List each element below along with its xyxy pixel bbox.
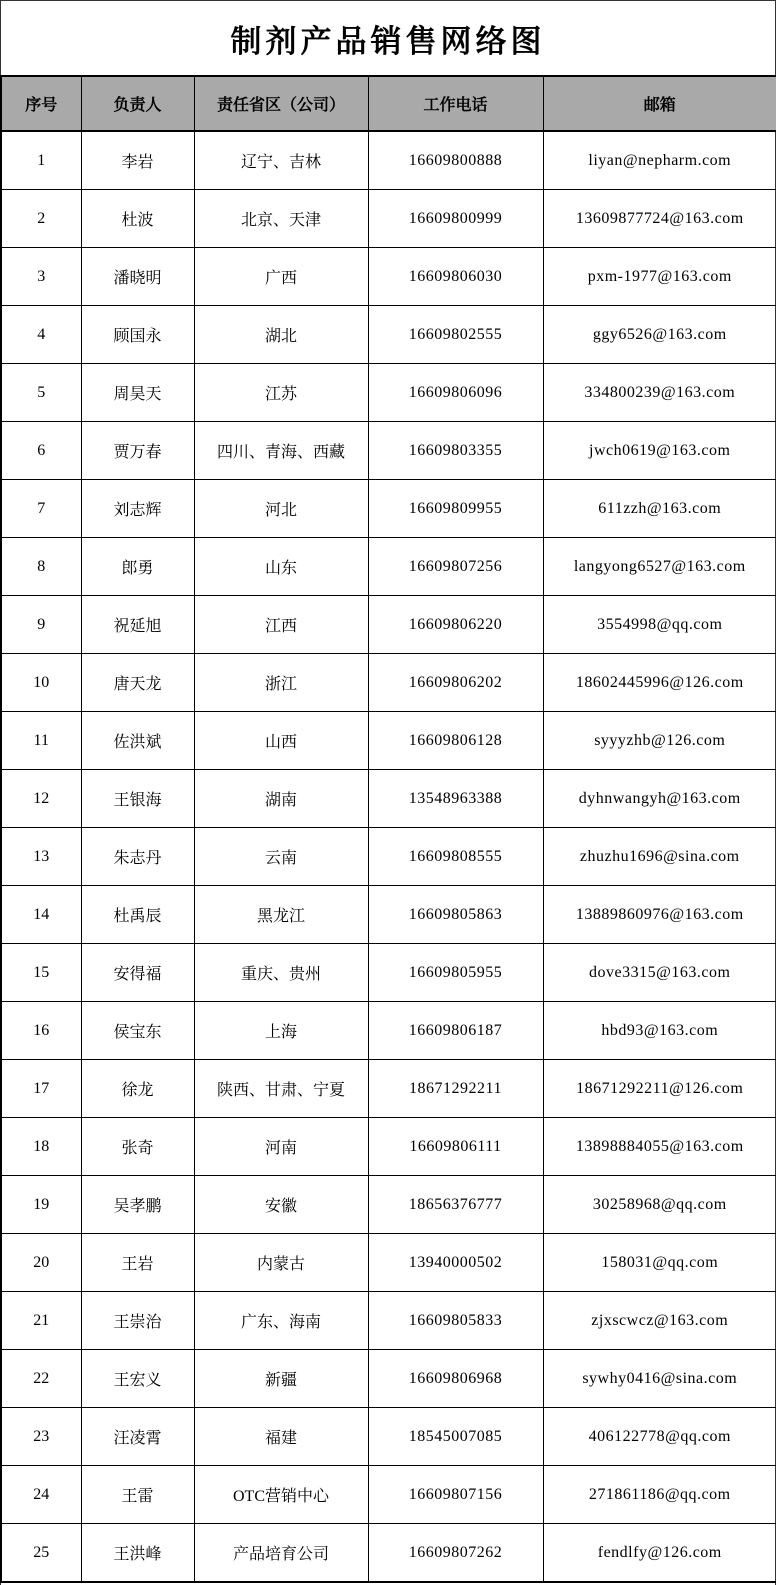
cell-index: 10 — [1, 654, 81, 712]
cell-region: 重庆、贵州 — [194, 944, 368, 1002]
table-row — [1, 944, 776, 1002]
cell-phone: 18671292211 — [368, 1060, 543, 1118]
cell-region: 浙江 — [194, 654, 368, 712]
cell-owner-name: 郎勇 — [81, 538, 194, 596]
col-header-owner: 负责人 — [81, 76, 194, 131]
cell-phone: 16609802555 — [368, 306, 543, 364]
cell-email: 334800239@163.com — [543, 364, 776, 422]
cell-index: 16 — [1, 1002, 81, 1060]
table-row — [1, 248, 776, 306]
cell-owner-name: 唐天龙 — [81, 654, 194, 712]
cell-owner-name: 杜波 — [81, 190, 194, 248]
cell-region: 湖南 — [194, 770, 368, 828]
cell-index: 3 — [1, 248, 81, 306]
cell-phone: 16609806111 — [368, 1118, 543, 1176]
cell-index: 14 — [1, 886, 81, 944]
cell-phone: 16609805863 — [368, 886, 543, 944]
cell-owner-name: 汪凌霄 — [81, 1408, 194, 1466]
cell-owner-name: 顾国永 — [81, 306, 194, 364]
cell-email: 30258968@qq.com — [543, 1176, 776, 1234]
cell-index: 4 — [1, 306, 81, 364]
cell-index: 18 — [1, 1118, 81, 1176]
cell-owner-name: 祝延旭 — [81, 596, 194, 654]
cell-email: 406122778@qq.com — [543, 1408, 776, 1466]
cell-index: 25 — [1, 1524, 81, 1583]
cell-owner-name: 徐龙 — [81, 1060, 194, 1118]
table-row — [1, 306, 776, 364]
table-row — [1, 770, 776, 828]
cell-phone: 16609807262 — [368, 1524, 543, 1583]
cell-region: 江苏 — [194, 364, 368, 422]
cell-index: 20 — [1, 1234, 81, 1292]
table-row — [1, 1060, 776, 1118]
cell-region: 广西 — [194, 248, 368, 306]
cell-owner-name: 贾万春 — [81, 422, 194, 480]
cell-region: 湖北 — [194, 306, 368, 364]
cell-index: 24 — [1, 1466, 81, 1524]
table-row — [1, 596, 776, 654]
cell-phone: 16609805955 — [368, 944, 543, 1002]
cell-phone: 16609800999 — [368, 190, 543, 248]
cell-region: 山西 — [194, 712, 368, 770]
cell-owner-name: 刘志辉 — [81, 480, 194, 538]
cell-region: 内蒙古 — [194, 1234, 368, 1292]
cell-index: 19 — [1, 1176, 81, 1234]
table-row — [1, 1350, 776, 1408]
cell-email: 13609877724@163.com — [543, 190, 776, 248]
cell-index: 17 — [1, 1060, 81, 1118]
cell-index: 22 — [1, 1350, 81, 1408]
cell-owner-name: 王雷 — [81, 1466, 194, 1524]
cell-region: 新疆 — [194, 1350, 368, 1408]
cell-phone: 18545007085 — [368, 1408, 543, 1466]
cell-region: 黑龙江 — [194, 886, 368, 944]
cell-owner-name: 佐洪斌 — [81, 712, 194, 770]
cell-email: 13889860976@163.com — [543, 886, 776, 944]
cell-index: 2 — [1, 190, 81, 248]
cell-email: jwch0619@163.com — [543, 422, 776, 480]
cell-region: 云南 — [194, 828, 368, 886]
cell-index: 5 — [1, 364, 81, 422]
cell-phone: 16609806187 — [368, 1002, 543, 1060]
cell-phone: 16609807256 — [368, 538, 543, 596]
cell-region: 陕西、甘肃、宁夏 — [194, 1060, 368, 1118]
cell-region: 四川、青海、西藏 — [194, 422, 368, 480]
cell-index: 1 — [1, 131, 81, 190]
cell-phone: 13548963388 — [368, 770, 543, 828]
cell-index: 21 — [1, 1292, 81, 1350]
cell-phone: 16609803355 — [368, 422, 543, 480]
cell-phone: 16609806968 — [368, 1350, 543, 1408]
cell-phone: 16609806220 — [368, 596, 543, 654]
cell-phone: 18656376777 — [368, 1176, 543, 1234]
cell-email: 611zzh@163.com — [543, 480, 776, 538]
cell-region: 广东、海南 — [194, 1292, 368, 1350]
cell-owner-name: 王岩 — [81, 1234, 194, 1292]
header-row — [1, 76, 776, 131]
table-row — [1, 1292, 776, 1350]
cell-email: dyhnwangyh@163.com — [543, 770, 776, 828]
cell-email: langyong6527@163.com — [543, 538, 776, 596]
cell-email: 18671292211@126.com — [543, 1060, 776, 1118]
cell-index: 23 — [1, 1408, 81, 1466]
cell-phone: 16609806030 — [368, 248, 543, 306]
cell-owner-name: 王洪峰 — [81, 1524, 194, 1583]
table-row — [1, 190, 776, 248]
cell-region: 安徽 — [194, 1176, 368, 1234]
title-bar — [1, 1, 775, 75]
cell-index: 15 — [1, 944, 81, 1002]
cell-owner-name: 吴孝鹏 — [81, 1176, 194, 1234]
table-row — [1, 1234, 776, 1292]
table-row — [1, 712, 776, 770]
sales-network-table — [0, 75, 776, 1583]
cell-phone: 16609806128 — [368, 712, 543, 770]
table-row — [1, 480, 776, 538]
cell-region: 河北 — [194, 480, 368, 538]
cell-index: 12 — [1, 770, 81, 828]
cell-owner-name: 李岩 — [81, 131, 194, 190]
table-row — [1, 1002, 776, 1060]
cell-region: 山东 — [194, 538, 368, 596]
cell-index: 8 — [1, 538, 81, 596]
table-body — [1, 131, 776, 1582]
cell-email: 158031@qq.com — [543, 1234, 776, 1292]
col-header-region: 责任省区（公司） — [194, 76, 368, 131]
cell-owner-name: 杜禹辰 — [81, 886, 194, 944]
col-header-index: 序号 — [1, 76, 81, 131]
table-row — [1, 654, 776, 712]
table-row — [1, 422, 776, 480]
cell-email: ggy6526@163.com — [543, 306, 776, 364]
table-row — [1, 1408, 776, 1466]
cell-email: hbd93@163.com — [543, 1002, 776, 1060]
cell-owner-name: 朱志丹 — [81, 828, 194, 886]
cell-email: zjxscwcz@163.com — [543, 1292, 776, 1350]
cell-index: 11 — [1, 712, 81, 770]
cell-owner-name: 张奇 — [81, 1118, 194, 1176]
cell-index: 9 — [1, 596, 81, 654]
cell-owner-name: 潘晓明 — [81, 248, 194, 306]
cell-email: syyyzhb@126.com — [543, 712, 776, 770]
table-row — [1, 1466, 776, 1524]
cell-email: zhuzhu1696@sina.com — [543, 828, 776, 886]
cell-email: 3554998@qq.com — [543, 596, 776, 654]
cell-region: 江西 — [194, 596, 368, 654]
cell-phone: 16609809955 — [368, 480, 543, 538]
table-row — [1, 1524, 776, 1583]
cell-phone: 16609808555 — [368, 828, 543, 886]
cell-owner-name: 侯宝东 — [81, 1002, 194, 1060]
cell-phone: 16609805833 — [368, 1292, 543, 1350]
cell-region: 福建 — [194, 1408, 368, 1466]
cell-email: fendlfy@126.com — [543, 1524, 776, 1583]
cell-phone: 16609806096 — [368, 364, 543, 422]
cell-index: 13 — [1, 828, 81, 886]
table-row — [1, 364, 776, 422]
cell-phone: 16609800888 — [368, 131, 543, 190]
cell-phone: 13940000502 — [368, 1234, 543, 1292]
cell-region: 北京、天津 — [194, 190, 368, 248]
table-row — [1, 538, 776, 596]
cell-index: 7 — [1, 480, 81, 538]
cell-owner-name: 王宏义 — [81, 1350, 194, 1408]
cell-phone: 16609807156 — [368, 1466, 543, 1524]
col-header-email: 邮箱 — [543, 76, 776, 131]
cell-region: 河南 — [194, 1118, 368, 1176]
cell-email: pxm-1977@163.com — [543, 248, 776, 306]
cell-region: 产品培育公司 — [194, 1524, 368, 1583]
table-row — [1, 828, 776, 886]
table-row — [1, 886, 776, 944]
cell-region: OTC营销中心 — [194, 1466, 368, 1524]
cell-index: 6 — [1, 422, 81, 480]
cell-email: sywhy0416@sina.com — [543, 1350, 776, 1408]
cell-email: 13898884055@163.com — [543, 1118, 776, 1176]
cell-owner-name: 安得福 — [81, 944, 194, 1002]
cell-owner-name: 周昊天 — [81, 364, 194, 422]
cell-email: 271861186@qq.com — [543, 1466, 776, 1524]
cell-email: liyan@nepharm.com — [543, 131, 776, 190]
table-row — [1, 131, 776, 190]
cell-region: 上海 — [194, 1002, 368, 1060]
page-title: 制剂产品销售网络图 — [230, 23, 546, 59]
cell-phone: 16609806202 — [368, 654, 543, 712]
cell-region: 辽宁、吉林 — [194, 131, 368, 190]
table-row — [1, 1118, 776, 1176]
table-header — [1, 76, 776, 131]
col-header-phone: 工作电话 — [368, 76, 543, 131]
table-row — [1, 1176, 776, 1234]
cell-owner-name: 王银海 — [81, 770, 194, 828]
cell-owner-name: 王崇治 — [81, 1292, 194, 1350]
cell-email: 18602445996@126.com — [543, 654, 776, 712]
cell-email: dove3315@163.com — [543, 944, 776, 1002]
